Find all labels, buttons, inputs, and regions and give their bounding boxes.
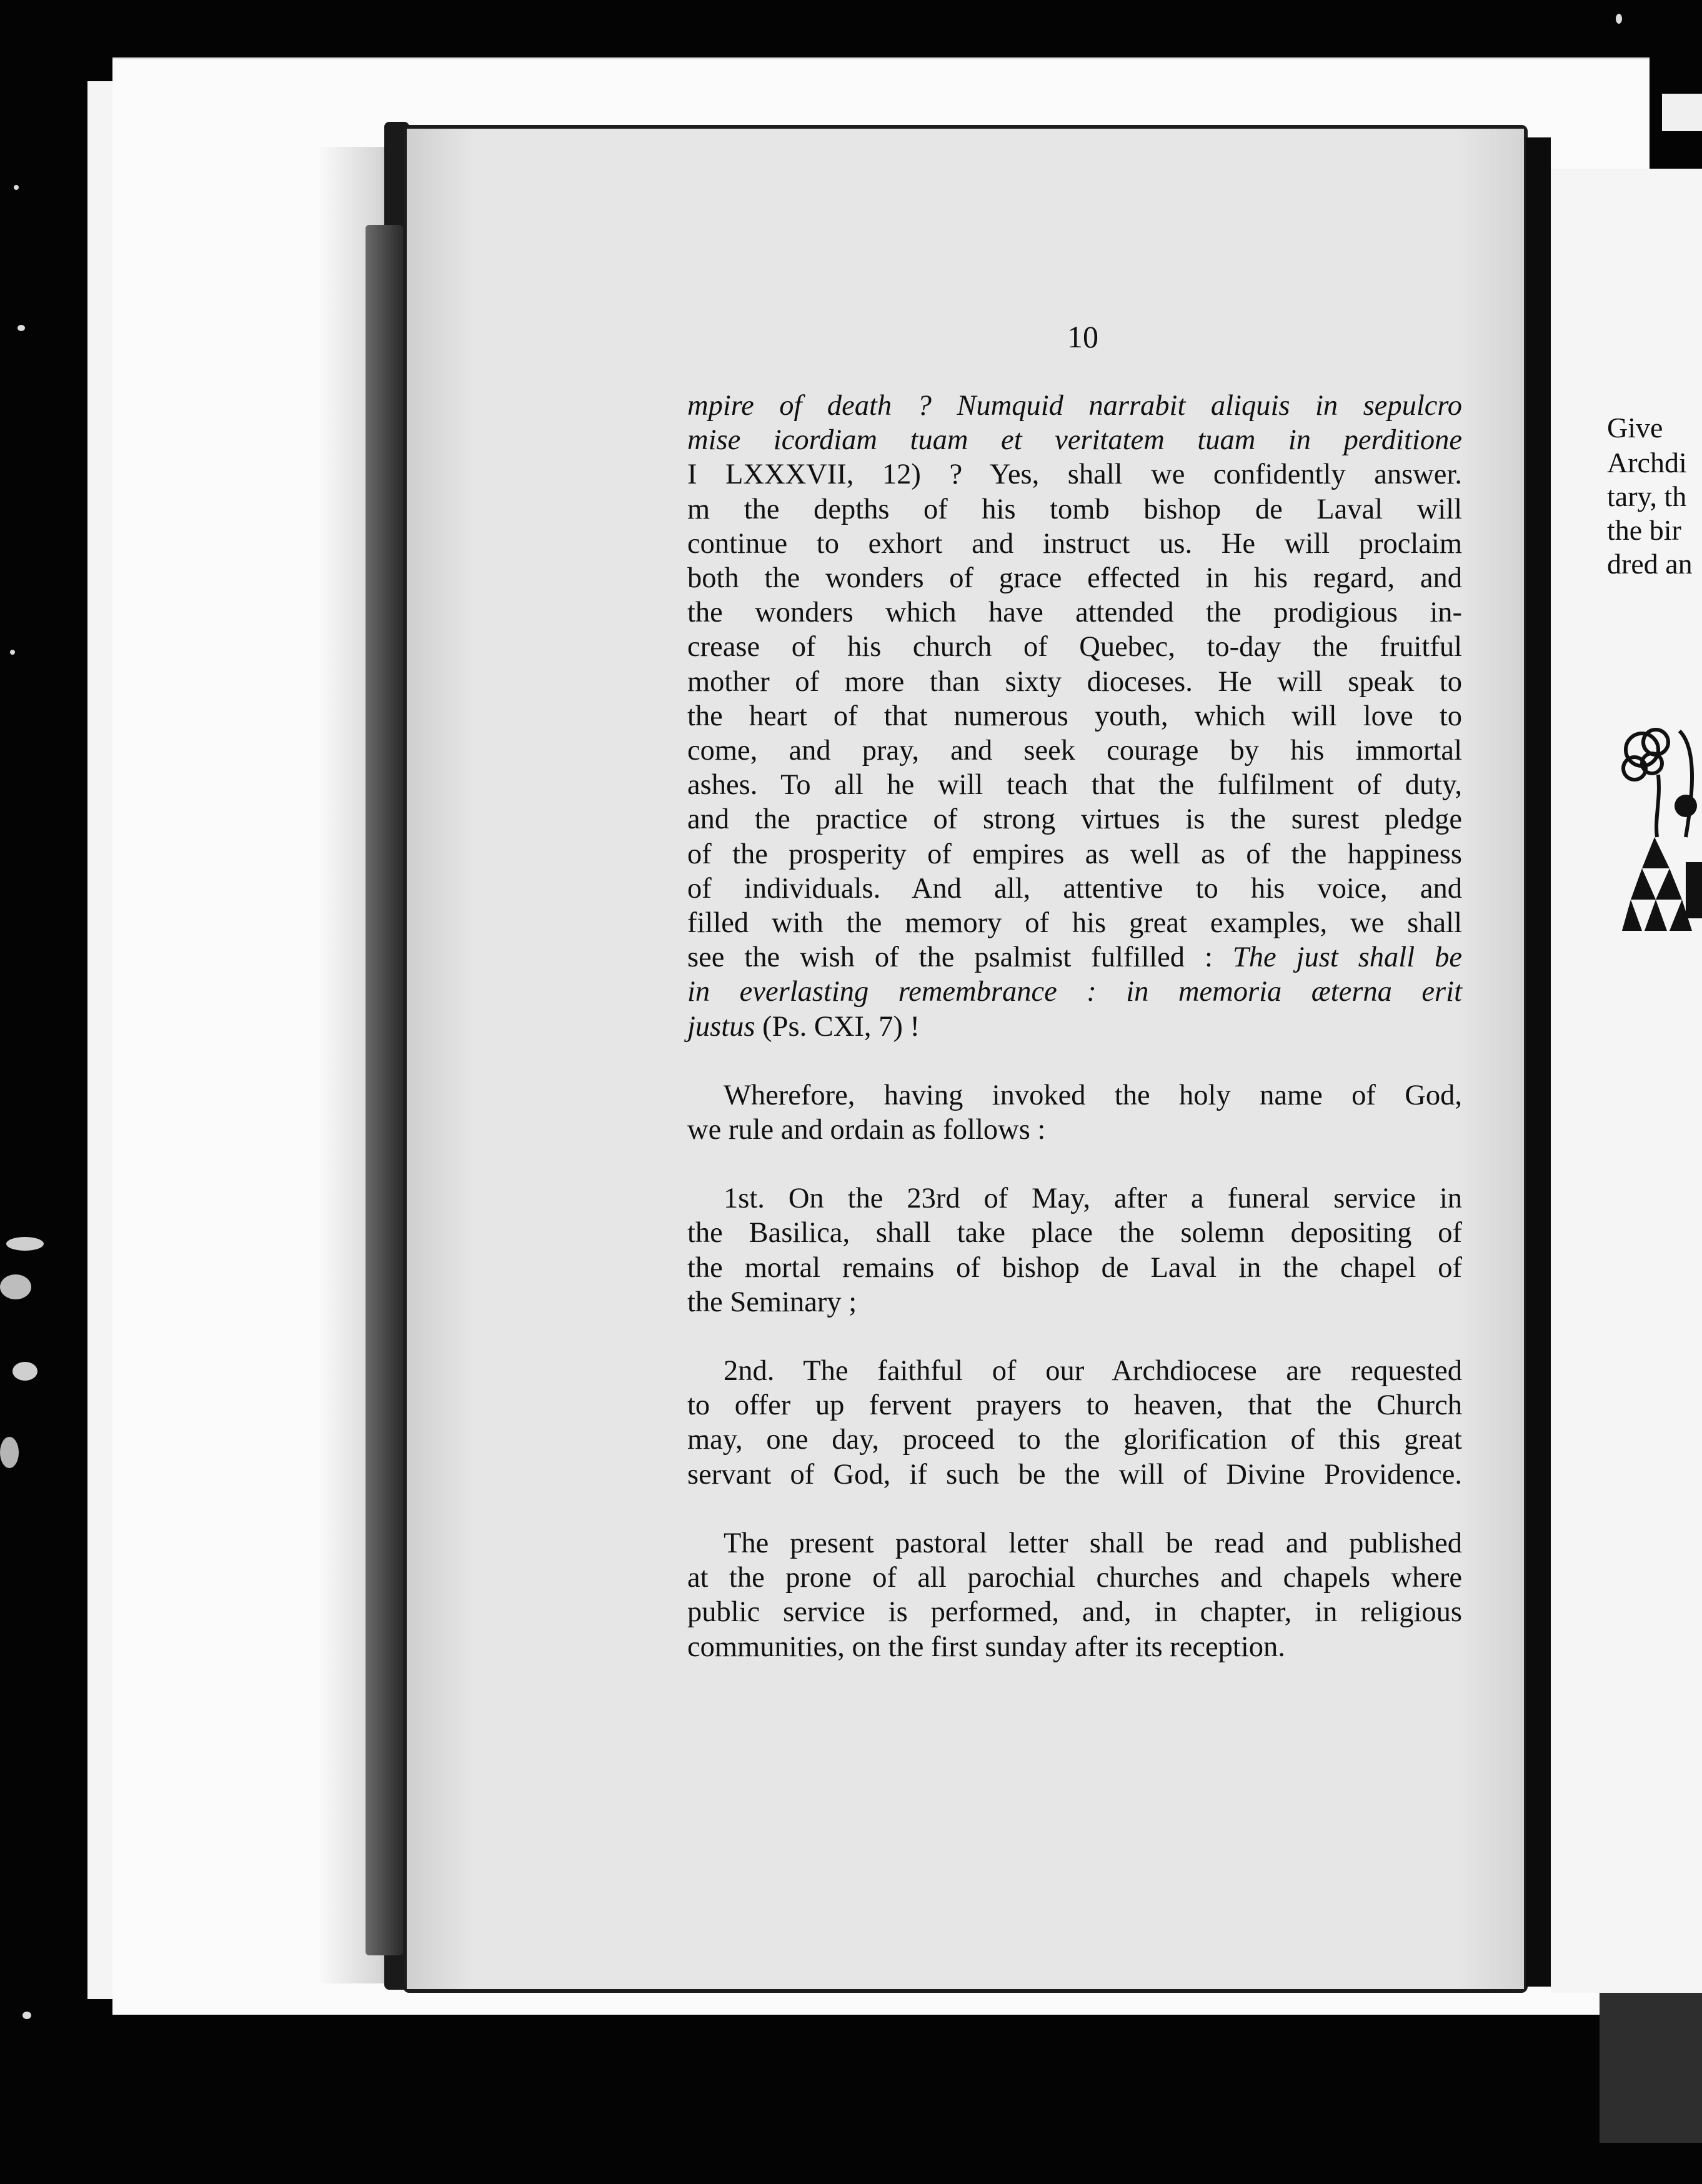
text-span: of individuals. And all, attentive to his voice, and	[687, 872, 1462, 905]
text-span: servant of God, if such be the will of Divine Providence.	[687, 1458, 1462, 1491]
text-span: the heart of that numerous youth, which will love to	[687, 700, 1462, 732]
text-span: 2nd. The faithful of our Archdiocese are requested	[724, 1355, 1462, 1387]
paragraph-gap	[687, 1147, 1462, 1181]
body-text	[687, 389, 1462, 1664]
text-span: at the prone of all parochial churches and chapels where	[687, 1562, 1462, 1594]
text-span: The present pastoral letter shall be read and published	[724, 1527, 1462, 1559]
speck	[14, 185, 19, 190]
facing-page-bottom-shadow	[1600, 1993, 1702, 2143]
text-line	[687, 906, 1462, 940]
text-line	[687, 1457, 1462, 1492]
italic-text: in everlasting remembrance : in memoria æterna erit	[687, 976, 1462, 1008]
facing-page-fragment: Archdi	[1607, 447, 1687, 479]
text-line	[687, 1354, 1462, 1388]
text-line	[687, 1285, 1462, 1319]
text-span: may, one day, proceed to the glorification of this great	[687, 1424, 1462, 1456]
text-line	[687, 1216, 1462, 1250]
text-line	[687, 1595, 1462, 1629]
text-line	[687, 837, 1462, 871]
italic-text: mise icordiam tuam et veritatem tuam in perditione	[687, 424, 1462, 457]
text-span: and the practice of strong virtues is the surest pledge	[687, 803, 1462, 836]
text-line	[687, 630, 1462, 664]
speck	[12, 1362, 37, 1381]
text-span: communities, on the first sunday after its reception.	[687, 1631, 1285, 1663]
text-line	[687, 1561, 1462, 1595]
text-line	[687, 1113, 1462, 1147]
text-span: the wonders which have attended the prodigious in-	[687, 597, 1462, 629]
text-span: crease of his church of Quebec, to-day the fruitful	[687, 631, 1462, 663]
paragraph-gap	[687, 1044, 1462, 1078]
text-line	[687, 595, 1462, 630]
text-span: public service is performed, and, in chapter, in religious	[687, 1596, 1462, 1629]
text-span: the Basilica, shall take place the solemn depositing of	[687, 1217, 1462, 1249]
paragraph-gap	[687, 1492, 1462, 1526]
italic-text: mpire of death ? Numquid narrabit aliquis in sepulcro	[687, 390, 1462, 422]
facing-page-fragment: tary, th	[1607, 480, 1687, 512]
text-span: of the prosperity of empires as well as of the happiness	[687, 838, 1462, 870]
text-line	[687, 1526, 1462, 1561]
speck	[1616, 14, 1622, 24]
text-span: I LXXXVII, 12) ? Yes, shall we confidently answer.	[687, 459, 1462, 491]
facing-page-fragment: Give	[1607, 412, 1663, 444]
text-line	[687, 457, 1462, 492]
italic-text: The just shall be	[1232, 941, 1462, 974]
speck	[0, 1274, 31, 1299]
facing-page-fragment: dred an	[1607, 548, 1693, 580]
text-span: come, and pray, and seek courage by his immortal	[687, 735, 1462, 767]
text-span: Wherefore, having invoked the holy name of God,	[724, 1079, 1462, 1111]
text-line	[687, 389, 1462, 423]
text-line	[687, 665, 1462, 699]
speck	[17, 325, 25, 331]
text-line	[687, 1630, 1462, 1664]
text-span: continue to exhort and instruct us. He will proclaim	[687, 527, 1462, 560]
page-number: 10	[1067, 319, 1098, 354]
text-line	[687, 423, 1462, 457]
text-line	[687, 871, 1462, 906]
text-line	[687, 492, 1462, 527]
text-span: we rule and ordain as follows :	[687, 1114, 1046, 1146]
text-span: the mortal remains of bishop de Laval in the chapel of	[687, 1251, 1462, 1284]
text-span: both the wonders of grace effected in his regard, and	[687, 562, 1462, 595]
speck	[6, 1237, 44, 1251]
text-span: to offer up fervent prayers to heaven, that the Church	[687, 1389, 1462, 1422]
text-span: m the depths of his tomb bishop de Laval will	[687, 493, 1462, 525]
text-span: see the wish of the psalmist fulfilled :	[687, 941, 1233, 974]
text-line	[687, 527, 1462, 561]
text-span: 1st. On the 23rd of May, after a funeral service in	[724, 1183, 1462, 1215]
paragraph-gap	[687, 1319, 1462, 1354]
text-span: the Seminary ;	[687, 1286, 857, 1318]
speck	[10, 650, 15, 655]
text-span: filled with the memory of his great examples, we shall	[687, 907, 1462, 940]
text-line	[687, 699, 1462, 733]
coat-of-arms-ornament	[1617, 725, 1702, 937]
text-line	[687, 802, 1462, 836]
text-span: mother of more than sixty dioceses. He will speak to	[687, 665, 1462, 698]
text-span: ashes. To all he will teach that the fulfilment of duty,	[687, 769, 1462, 802]
text-line	[687, 975, 1462, 1009]
text-line	[687, 1422, 1462, 1457]
text-span: (Ps. CXI, 7) !	[755, 1010, 920, 1043]
text-line	[687, 1388, 1462, 1422]
text-line	[687, 1181, 1462, 1216]
text-line	[687, 1010, 1462, 1044]
text-line	[687, 1251, 1462, 1285]
speck	[22, 2012, 31, 2019]
text-line	[687, 768, 1462, 802]
speck	[0, 1437, 19, 1468]
text-line	[687, 940, 1462, 975]
italic-text: justus	[687, 1010, 755, 1043]
text-line	[687, 733, 1462, 768]
facing-page-fragment: the bir	[1607, 514, 1681, 546]
book-gutter	[1526, 137, 1551, 1987]
book-board	[366, 225, 403, 1955]
facing-page-top-edge	[1662, 94, 1702, 131]
text-line	[687, 561, 1462, 595]
text-line	[687, 1078, 1462, 1113]
